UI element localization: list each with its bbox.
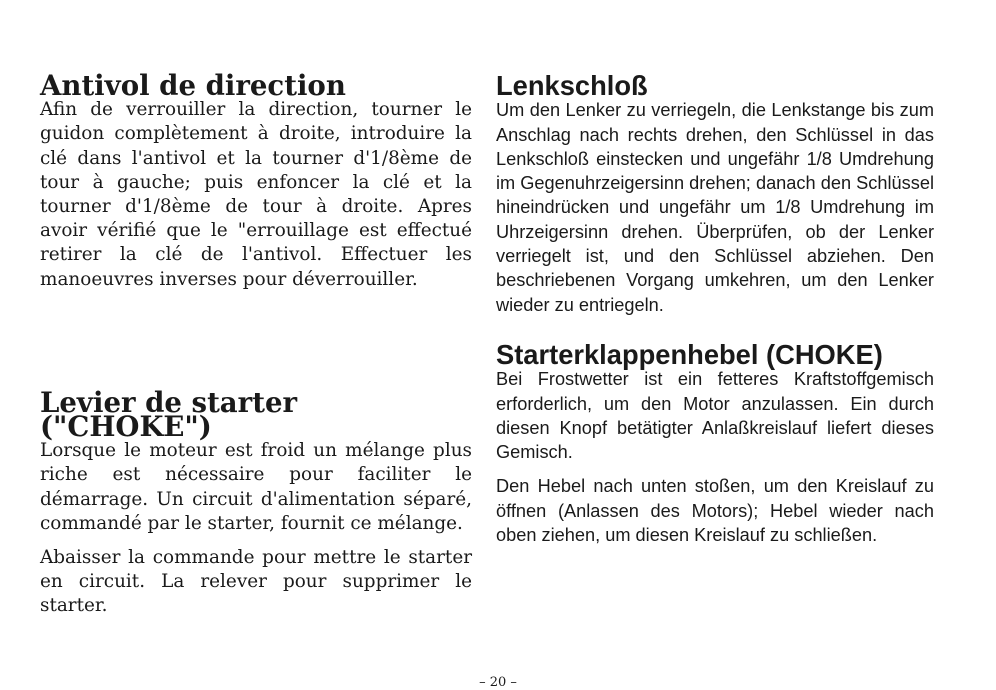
starter-body-de-2: Den Hebel nach unten stoßen, um den Kreislauf zu öffnen (Anlassen des Motors); Hebel wieder nach oben ziehen, um diesen Kreislauf zu schließen. [496, 476, 934, 546]
starter-heading-de: Starterklappenhebel (CHOKE) [496, 338, 883, 370]
page-number: – 20 – [479, 675, 517, 690]
antivol-body: Afin de verrouiller la direction, tourner le guidon complètement à droite, introduire la clé dans l'antivol et la tourner d'1/8ème de tour à gauche; puis enfoncer la clé et la tourner d'1/8ème de tour à droite. Apres avoir vérifié que le "errouillage est effectué retirer la clé de l'antivol. Effectuer les manoeuvres inverses pour déverrouiller. [40, 99, 472, 290]
lenkschloss-body: Um den Lenker zu verriegeln, die Lenkstange bis zum Anschlag nach rechts drehen, den Schlüssel in das Lenkschloß einstecken und ungefähr 1/8 Umdrehung im Gegenuhrzeigersinn drehen; danach den Schlüssel hineindrücken und ungefähr um 1/8 Umdrehung im Uhrzeigersinn drehen. Überprüfen, ob der Lenker verriegelt ist, und den Schlüssel abziehen. Den beschriebenen Vorgang umkehren, um den Lenker wieder zu entriegeln. [496, 100, 934, 315]
french-column [40, 69, 472, 619]
starter-heading-fr: Levier de starter ("CHOKE") [40, 385, 298, 444]
german-column [496, 70, 934, 547]
antivol-heading: Antivol de direction [40, 69, 346, 102]
starter-body-de-1: Bei Frostwetter ist ein fetteres Kraftstoffgemisch erforderlich, um den Motor anzulassen. Ein durch diesen Knopf betätigter Anlaßkreislauf liefert dieses Gemisch. [496, 369, 934, 463]
starter-body-fr-2: Abaisser la commande pour mettre le starter en circuit. La relever pour supprimer le starter. [40, 547, 472, 617]
lenkschloss-heading: Lenkschloß [496, 70, 648, 101]
starter-body-fr-1: Lorsque le moteur est froid un mélange plus riche est nécessaire pour faciliter le démarrage. Un circuit d'alimentation séparé, commandé par le starter, fournit ce mélange. [40, 440, 472, 534]
